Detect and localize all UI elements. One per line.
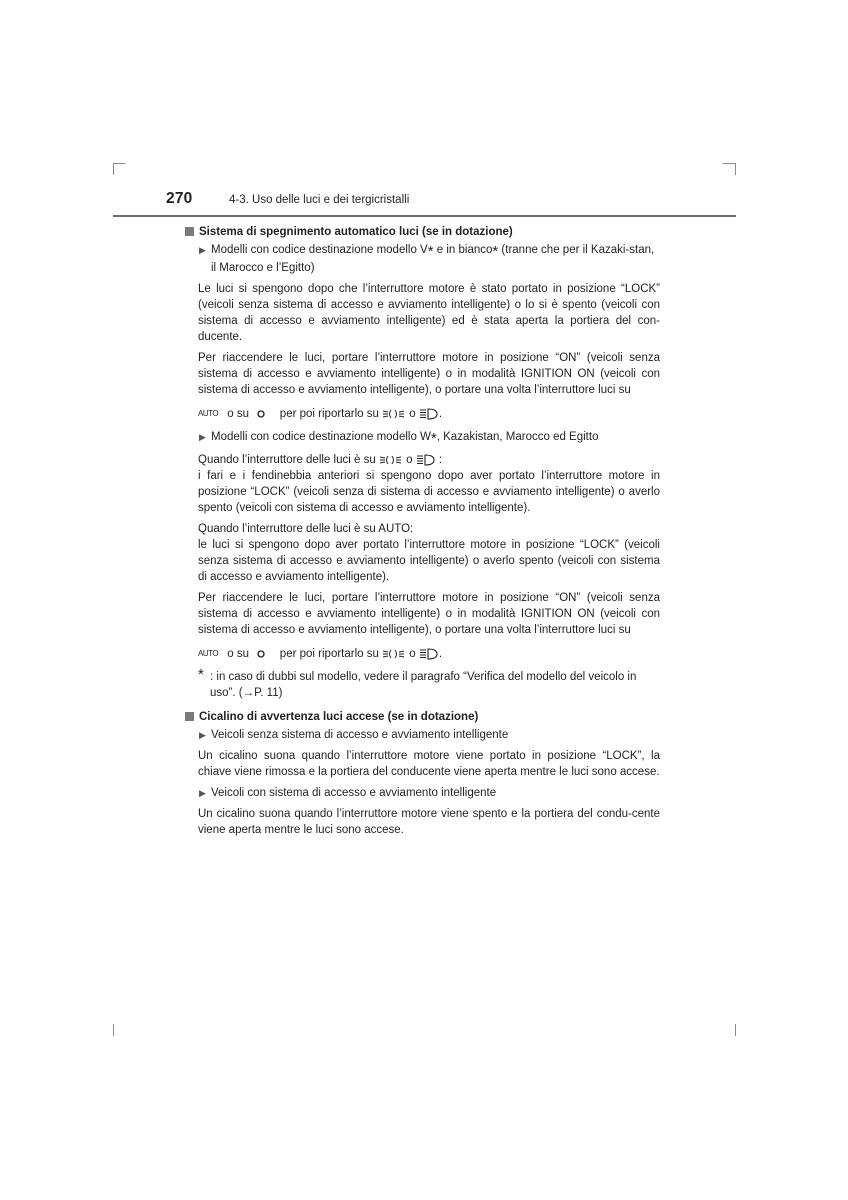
paragraph: Per riaccendere le luci, portare l’interruttore motore in posizione “ON” (veicoli senza sistema di accesso e avviamento intelligente) o in modalità IGNITION ON (veicoli con sistema di accesso e avviamento intelligente), o portare una volta l’interruttore luci su [198,592,660,636]
paragraph: Un cicalino suona quando l’interruttore motore viene portato in posizione “LOCK”, la chiave viene rimossa e la portiera del conducente viene aperta mentre le luci sono accese. [198,750,660,778]
footnote-text: : in caso di dubbi sul modello, vedere il paragrafo “Verifica del modello del veicolo in uso”. (→P. 11) [210,671,637,699]
off-position-icon [252,408,270,420]
off-position-icon [252,648,270,660]
asterisk: * [427,243,434,260]
symbol-text: . [438,408,443,420]
tail-light-icon [382,648,406,660]
bullet-without-smart-key [184,727,660,743]
section-square-icon [185,712,194,721]
heading-text: Sistema di spegnimento automatico luci (se in dotazione) [199,226,513,238]
paragraph: i fari e i fendinebbia anteriori si spengono dopo aver portato l’interruttore motore in posizione “LOCK” (veicoli senza di sistema di accesso e avviamento intelligente) o averlo spento (veicoli con sistema di accesso e avviamento intelligente). [198,470,660,514]
headlight-icon [419,648,439,660]
bullet-models-w [184,429,660,447]
switch-symbols-row [184,406,660,422]
bullet-arrow-icon: ▶ [199,432,206,442]
symbol-text: . [438,648,443,660]
bullet-text-a: Modelli con codice destinazione modello V [211,244,428,256]
paragraph: Quando l’interruttore delle luci è su AUTO: [198,523,414,535]
headlight-icon [416,454,436,466]
text: o [406,454,416,466]
bullet-text-b: , Kazakistan, Marocco ed Egitto [436,431,599,443]
bullet-text: Veicoli con sistema di accesso e avviamento intelligente [211,787,497,799]
section-title: 4-3. Uso delle luci e dei tergicristalli [229,194,410,206]
crop-mark-top-left-v [113,163,114,175]
bullet-arrow-icon: ▶ [199,788,206,798]
symbol-text: per poi riportarlo su [270,648,383,660]
crop-mark-top-right-v [735,163,736,175]
symbol-text: o su [224,408,253,420]
crop-mark-top-left-h [113,163,125,164]
bullet-with-smart-key [184,785,660,801]
bullet-arrow-icon: ▶ [199,730,206,740]
auto-symbol: AUTO [198,649,219,658]
heading-auto-off [184,224,660,240]
crop-mark-top-right-h [723,163,735,164]
paragraph: Per riaccendere le luci, portare l’interruttore motore in posizione “ON” (veicoli senza sistema di accesso e avviamento intelligente) o in modalità IGNITION ON (veicoli con sistema di accesso e avviamento intelligente), o portare una volta l’interruttore luci su [198,352,660,396]
header-rule [113,215,736,217]
auto-symbol: AUTO [198,409,219,418]
switch-symbols-row [184,646,660,662]
paragraph: le luci si spengono dopo aver portato l’interruttore motore in posizione “LOCK” (veicoli senza sistema di accesso e avviamento intelligente) o averlo spento (veicoli con sistema di accesso e avviamento intelligente). [198,539,660,583]
bullet-text: Veicoli senza sistema di accesso e avviamento intelligente [211,729,509,741]
bullet-arrow-icon: ▶ [199,245,206,255]
footnote [184,666,660,701]
paragraph: Un cicalino suona quando l’interruttore motore viene spento e la portiera del condu-cente viene aperta mentre le luci sono accese. [198,808,660,836]
asterisk: * [430,430,437,447]
tail-light-icon [379,454,403,466]
heading-text: Cicalino di avvertenza luci accese (se in dotazione) [199,711,479,723]
crop-mark-bottom-right [735,1024,736,1036]
bullet-models-v [184,242,660,276]
section-square-icon [185,227,194,236]
text: Quando l’interruttore delle luci è su [198,454,379,466]
heading-warning-buzzer [184,709,660,725]
bullet-text-a: Modelli con codice destinazione modello W [211,431,431,443]
symbol-text: per poi riportarlo su [270,408,383,420]
symbol-text: o [406,408,419,420]
symbol-text: o [406,648,419,660]
tail-light-icon [382,408,406,420]
page-number: 270 [166,190,193,207]
bullet-text-b: e in bianco [433,244,493,256]
asterisk: * [492,243,499,260]
content [184,224,660,843]
asterisk: * [198,666,204,683]
bullet-text-c: (tranne che per il Kazaki-stan, il Marocco e l’Egitto) [211,244,655,274]
text: : [438,454,443,466]
crop-mark-bottom-left [113,1024,114,1036]
paragraph: Le luci si spengono dopo che l’interruttore motore è stato portato in posizione “LOCK” (veicoli senza sistema di accesso e avviamento intelligente) o lo si è spento (veicoli con sistema di accesso e avviamento intelligente) ed è stata aperta la portiera del con-ducente. [198,283,660,343]
headlight-icon [419,408,439,420]
symbol-text: o su [224,648,253,660]
paragraph [184,452,660,468]
